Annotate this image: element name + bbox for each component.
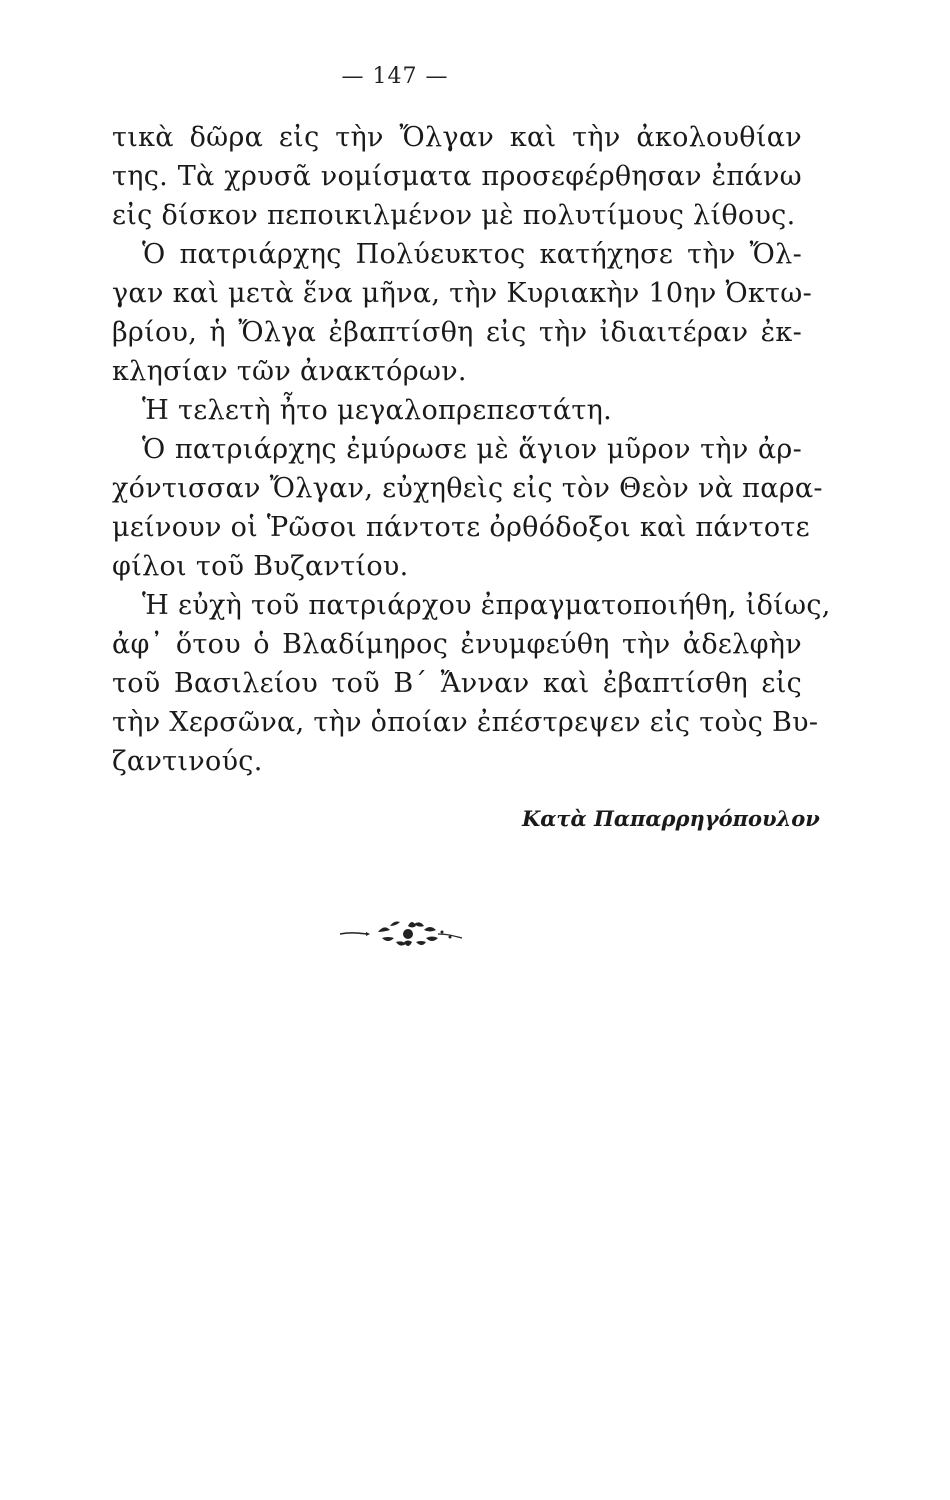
text-line: χόντισσαν Ὄλγαν, εὐχηθεὶς εἰς τὸν Θεὸν νὰ παρα- [112, 473, 823, 504]
text-line: Ὁ πατριάρχης ἐμύρωσε μὲ ἅγιον μῦρον τὴν ἀρ- [142, 434, 802, 465]
text-line: τοῦ Βασιλείου τοῦ Β´ Ἄνναν καὶ ἐβαπτίσθη εἰς [112, 668, 802, 699]
text-line: ἀφ᾽ ὅτου ὁ Βλαδίμηρος ἐνυμφεύθη τὴν ἀδελφὴν [112, 629, 802, 660]
text-line: τὴν Χερσῶνα, τὴν ὁποίαν ἐπέστρεψεν εἰς τοὺς Βυ- [112, 707, 819, 738]
attribution: Κατὰ Παπαρρηγόπουλον [522, 806, 820, 831]
text-line: φίλοι τοῦ Βυζαντίου. [112, 551, 409, 582]
text-line: γαν καὶ μετὰ ἕνα μῆνα, τὴν Κυριακὴν 10ην Ὀκτω- [112, 278, 813, 309]
text-line: κλησίαν τῶν ἀνακτόρων. [112, 356, 467, 387]
floral-ornament-icon [338, 912, 478, 952]
text-line: της. Τὰ χρυσᾶ νομίσματα προσεφέρθησαν ἐπάνω [112, 161, 802, 192]
text-line: ζαντινούς. [112, 746, 263, 777]
text-line: εἰς δίσκον πεποικιλμένον μὲ πολυτίμους λίθους. [112, 200, 796, 231]
body-text [112, 118, 831, 781]
text-line: Ἡ εὐχὴ τοῦ πατριάρχου ἐπραγματοποιήθη, ἰδίως, [142, 590, 831, 621]
text-line: Ὁ πατριάρχης Πολύευκτος κατήχησε τὴν Ὄλ- [142, 239, 802, 270]
page-number: — 147 — [341, 64, 449, 89]
text-line: τικὰ δῶρα εἰς τὴν Ὄλγαν καὶ τὴν ἀκολουθίαν [112, 122, 802, 153]
text-line: βρίου, ἡ Ὄλγα ἐβαπτίσθη εἰς τὴν ἰδιαιτέραν ἐκ- [112, 317, 802, 348]
text-line: Ἡ τελετὴ ἦτο μεγαλοπρεπεστάτη. [142, 395, 612, 426]
text-line: μείνουν οἱ Ῥῶσοι πάντοτε ὀρθόδοξοι καὶ πάντοτε [112, 512, 810, 543]
